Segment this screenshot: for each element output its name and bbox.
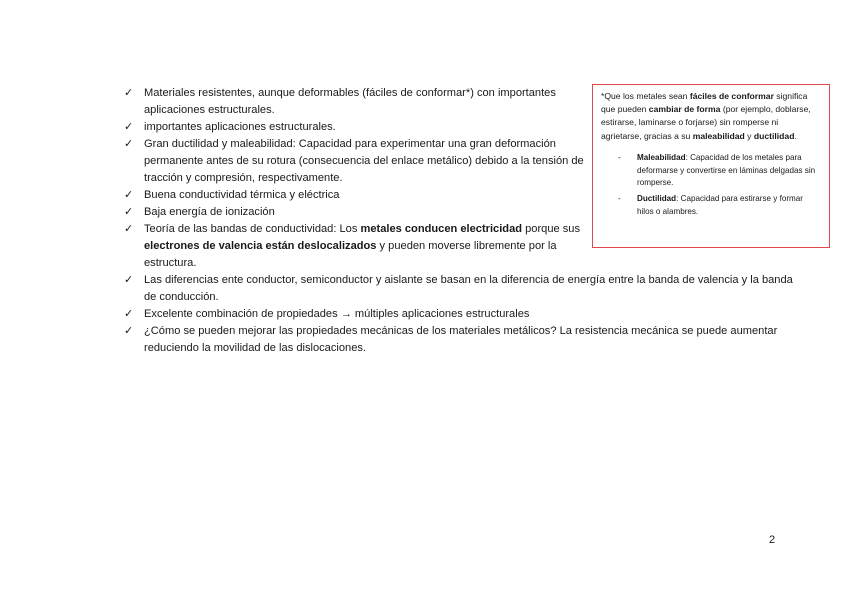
bullet-text: Baja energía de ionización	[144, 206, 275, 218]
bullet-bold-text: electrones de valencia están deslocalizados	[144, 240, 377, 252]
bullet-text: Buena conductividad térmica y eléctrica	[144, 189, 340, 201]
list-item	[124, 136, 586, 187]
checkmark-icon: ✓	[124, 138, 134, 150]
bullet-text-part: porque sus	[522, 223, 581, 235]
list-item	[124, 204, 586, 221]
note-bold-text: ductilidad	[753, 130, 795, 141]
checkmark-icon: ✓	[124, 223, 134, 235]
definition-item	[601, 193, 821, 219]
dash-bullet: -	[618, 194, 621, 204]
definition-term: Ductilidad	[637, 194, 677, 204]
checkmark-icon: ✓	[124, 274, 134, 286]
note-bold-text: fáciles de conformar	[689, 91, 774, 101]
page-number: 2	[769, 534, 776, 546]
bullet-text: importantes aplicaciones estructurales.	[144, 121, 336, 133]
list-item	[124, 119, 586, 136]
checkmark-icon: ✓	[124, 206, 134, 218]
list-item	[124, 85, 586, 119]
note-text-part: significa que pueden	[601, 91, 808, 115]
checkmark-icon: ✓	[124, 308, 134, 320]
list-item	[124, 187, 586, 204]
checkmark-icon: ✓	[124, 189, 134, 201]
bullet-text: Gran ductilidad y maleabilidad: Capacidad para experimentar una gran deformación permanente antes de su rotura (consecuencia del enlace metálico) debido a la tensión de tracción y compresión, respectivamente.	[144, 138, 584, 184]
bullet-text-part: Teoría de las bandas de conductividad: Los	[144, 223, 361, 235]
note-text-part: *Que los metales sean	[601, 91, 690, 101]
dash-bullet: -	[618, 152, 621, 162]
list-item	[124, 323, 794, 357]
note-text-part: y	[744, 130, 754, 141]
footnote-box	[592, 84, 830, 248]
list-item	[124, 306, 794, 323]
note-text-part: (por ejemplo, doblarse, estirarse, laminarse o forjarse) sin romperse ni agrietarse, gracias a su	[601, 104, 811, 141]
bullet-text: ¿Cómo se pueden mejorar las propiedades mecánicas de los materiales metálicos? La resistencia mecánica se puede aumentar reduciendo la movilidad de las dislocaciones.	[144, 325, 778, 354]
definition-item	[601, 152, 821, 190]
checkmark-icon: ✓	[124, 325, 134, 337]
note-text-part: .	[794, 130, 797, 141]
checkmark-icon: ✓	[124, 87, 134, 99]
bullet-text: Materiales resistentes, aunque deformables (fáciles de conformar*) con importantes aplicaciones estructurales.	[144, 87, 556, 116]
note-bold-text: cambiar de forma	[648, 104, 721, 115]
definition-desc: : Capacidad para estirarse y formar hilos o alambres.	[637, 194, 803, 216]
note-bold-text: maleabilidad	[692, 130, 745, 141]
footnote-text	[601, 90, 821, 143]
list-item	[124, 221, 586, 272]
list-item	[124, 272, 794, 306]
definition-desc: : Capacidad de los metales para deformarse y convertirse en láminas delgadas sin romperse.	[637, 152, 816, 188]
checkmark-icon: ✓	[124, 121, 134, 133]
bullet-text: Excelente combinación de propiedades → múltiples aplicaciones estructurales	[144, 308, 530, 320]
bullet-bold-text: metales conducen electricidad	[360, 223, 523, 235]
definition-list	[601, 152, 821, 219]
bullet-text: Las diferencias ente conductor, semiconductor y aislante se basan en la diferencia de energía entre la banda de valencia y la banda de conducción.	[144, 274, 793, 303]
definition-term: Maleabilidad	[637, 152, 686, 162]
bullet-text-part: y pueden moverse libremente por la estructura.	[144, 240, 557, 269]
